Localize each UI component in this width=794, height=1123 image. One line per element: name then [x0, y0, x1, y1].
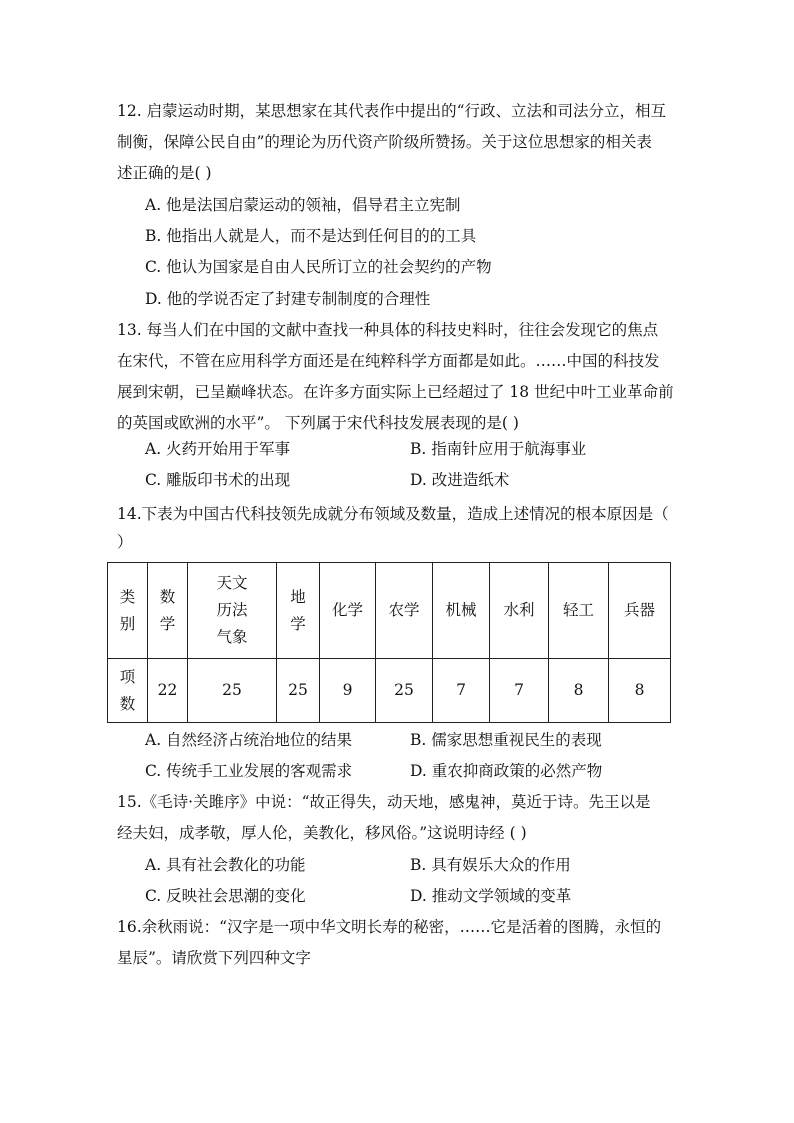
q14-option-b: B. 儒家思想重视民生的表现: [410, 731, 602, 749]
header-math: 数 学: [148, 563, 188, 659]
table-cell: 9: [320, 659, 376, 723]
q13-option-b: B. 指南针应用于航海事业: [410, 440, 587, 458]
q15-option-a: A. 具有社会教化的功能: [145, 856, 306, 874]
q12-option-b: B. 他指出人就是人，而不是达到任何目的的工具: [145, 227, 477, 245]
q12-option-c: C. 他认为国家是自由人民所订立的社会契约的产物: [145, 258, 492, 276]
tech-achievements-table: [107, 562, 671, 723]
q15-option-c: C. 反映社会思潮的变化: [145, 887, 306, 905]
header-agriculture: 农学: [376, 563, 433, 659]
table-cell: 25: [376, 659, 433, 723]
table-cell: 22: [148, 659, 188, 723]
header-astronomy: 天文 历法 气象: [188, 563, 277, 659]
table-cell: 7: [490, 659, 549, 723]
q14-stem-line-1: 14.下表为中国古代科技领先成就分布领域及数量，造成上述情况的根本原因是（: [117, 505, 669, 523]
q12-option-a: A. 他是法国启蒙运动的领袖，倡导君主立宪制: [145, 196, 461, 214]
q16-stem-line-2: 星辰”。请欣赏下列四种文字: [117, 949, 311, 967]
table-cell: 7: [433, 659, 490, 723]
q12-stem-line-2: 制衡，保障公民自由”的理论为历代资产阶级所赞扬。关于这位思想家的相关表: [117, 133, 652, 151]
q13-stem-line-2: 在宋代，不管在应用科学方面还是在纯粹科学方面都是如此。……中国的科技发: [117, 352, 660, 370]
q15-stem-line-2: 经夫妇，成孝敬，厚人伦，美教化，移风俗。”这说明诗经 ( ): [117, 824, 527, 842]
q13-option-d: D. 改进造纸术: [410, 471, 510, 489]
header-geography: 地 学: [277, 563, 320, 659]
table-header-row: [108, 563, 671, 659]
q14-option-c: C. 传统手工业发展的客观需求: [145, 762, 353, 780]
table-cell: 25: [277, 659, 320, 723]
q15-option-d: D. 推动文学领域的变革: [410, 887, 572, 905]
q15-stem-line-1: 15.《毛诗·关雎序》中说：“故正得失，动天地，感鬼神，莫近于诗。先王以是: [117, 793, 651, 811]
q13-stem-line-1: 13. 每当人们在中国的文献中查找一种具体的科技史料时，往往会发现它的焦点: [117, 321, 659, 339]
q13-option-a: A. 火药开始用于军事: [145, 440, 291, 458]
q12-option-d: D. 他的学说否定了封建专制制度的合理性: [145, 290, 431, 308]
q16-stem-line-1: 16.余秋雨说：“汉字是一项中华文明长寿的秘密，……它是活着的图腾，永恒的: [117, 918, 662, 936]
table-cell: 25: [188, 659, 277, 723]
table-count-row: [108, 659, 671, 723]
row-label-count: 项 数: [108, 659, 148, 723]
header-machinery: 机械: [433, 563, 490, 659]
q12-stem-line-1: 12. 启蒙运动时期，某思想家在其代表作中提出的“行政、立法和司法分立，相互: [117, 102, 667, 120]
header-light-industry: 轻工: [549, 563, 609, 659]
q13-stem-line-3: 展到宋朝，已呈巅峰状态。在许多方面实际上已经超过了 18 世纪中叶工业革命前: [117, 383, 674, 401]
q13-stem-line-4: 的英国或欧洲的水平”。 下列属于宋代科技发展表现的是( ): [117, 414, 519, 432]
q13-option-c: C. 雕版印书术的出现: [145, 471, 291, 489]
q15-option-b: B. 具有娱乐大众的作用: [410, 856, 571, 874]
header-weapons: 兵器: [609, 563, 671, 659]
q14-stem-line-2: ）: [117, 533, 133, 551]
header-water-conservancy: 水利: [490, 563, 549, 659]
header-chemistry: 化学: [320, 563, 376, 659]
q12-stem-line-3: 述正确的是( ): [117, 164, 212, 182]
table-cell: 8: [549, 659, 609, 723]
table-cell: 8: [609, 659, 671, 723]
header-label-category: 类 别: [108, 563, 148, 659]
q14-option-a: A. 自然经济占统治地位的结果: [145, 731, 353, 749]
q14-option-d: D. 重农抑商政策的必然产物: [410, 762, 603, 780]
